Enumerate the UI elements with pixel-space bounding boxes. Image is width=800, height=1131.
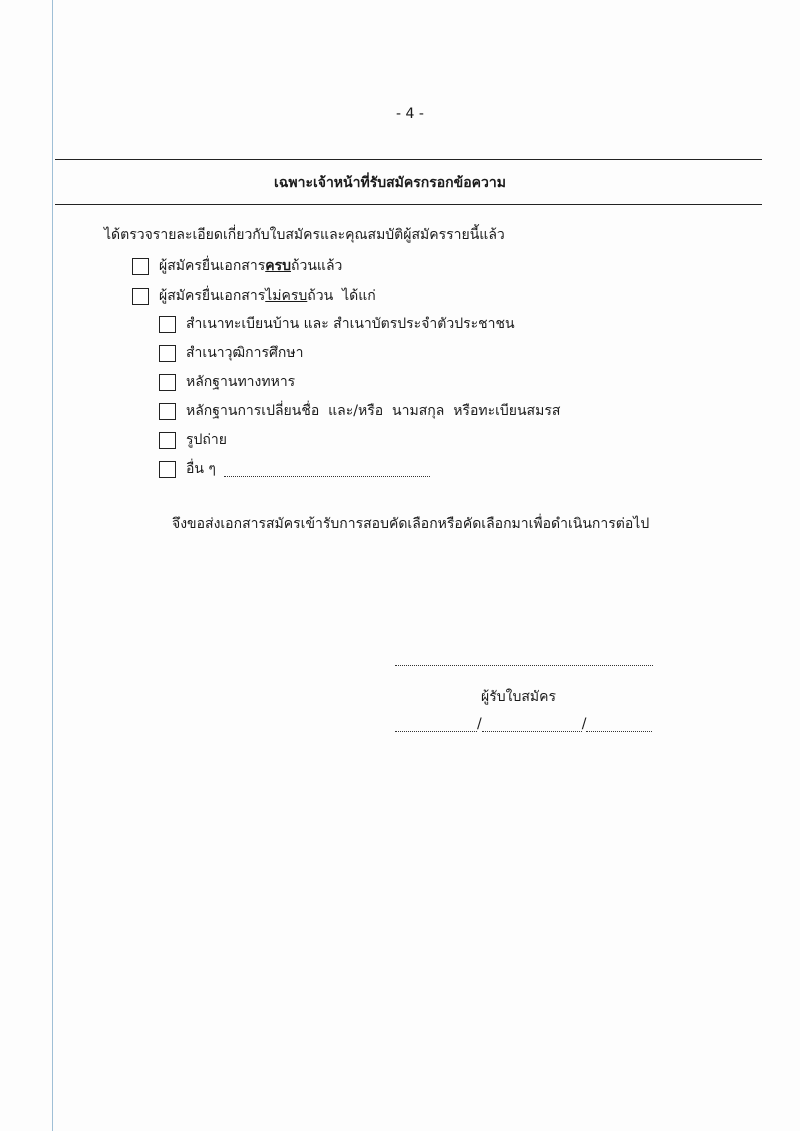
checkbox-doc[interactable] [159, 345, 176, 362]
doc-label: หลักฐานทางทหาร [186, 374, 296, 390]
doc-label: หลักฐานการเปลี่ยนชื่อ และ/หรือ นามสกุล หรือทะเบียนสมรส [186, 403, 561, 419]
option-complete-suffix: ถ้วนแล้ว [291, 258, 343, 274]
date-line[interactable] [395, 716, 652, 732]
checkbox-doc[interactable] [159, 403, 176, 420]
doc-label: สำเนาทะเบียนบ้าน และ สำเนาบัตรประจำตัวประชาชน [186, 316, 515, 332]
option-complete-emph: ครบ [265, 258, 292, 274]
margin-line [52, 0, 53, 1131]
intro-text: ได้ตรวจรายละเอียดเกี่ยวกับใบสมัครและคุณสมบัติผู้สมัครรายนี้แล้ว [104, 227, 505, 243]
date-day-field[interactable] [395, 719, 477, 732]
section-rule-bottom [55, 204, 762, 205]
doc-item[interactable] [159, 313, 515, 335]
date-year-field[interactable] [586, 719, 652, 732]
option-incomplete-emph: ไม่ครบ [265, 288, 308, 304]
checkbox-incomplete[interactable] [132, 288, 149, 305]
doc-label: สำเนาวุฒิการศึกษา [186, 345, 304, 361]
option-incomplete-suffix: ถ้วน ได้แก่ [307, 288, 376, 304]
section-title: เฉพาะเจ้าหน้าที่รับสมัครกรอกข้อความ [274, 175, 506, 191]
option-incomplete-prefix: ผู้สมัครยื่นเอกสาร [159, 288, 266, 304]
signature-caption: ผู้รับใบสมัคร [481, 689, 556, 705]
doc-item-other[interactable] [159, 458, 430, 480]
checkbox-doc[interactable] [159, 432, 176, 449]
option-complete-prefix: ผู้สมัครยื่นเอกสาร [159, 258, 266, 274]
date-separator: / [581, 716, 587, 732]
checkbox-doc[interactable] [159, 374, 176, 391]
date-separator: / [477, 716, 482, 732]
checkbox-doc[interactable] [159, 461, 176, 478]
doc-label: อื่น ๆ [186, 461, 216, 477]
doc-item[interactable] [159, 429, 227, 451]
doc-item[interactable] [159, 371, 295, 393]
option-incomplete[interactable] [132, 285, 376, 307]
closing-text: จึงขอส่งเอกสารสมัครเข้ารับการสอบคัดเลือกหรือคัดเลือกมาเพื่อดำเนินการต่อไป [172, 516, 650, 532]
page-number: - 4 - [396, 106, 424, 122]
section-rule-top [55, 159, 762, 160]
doc-label: รูปถ่าย [186, 432, 227, 448]
option-complete[interactable] [132, 255, 342, 277]
other-fill-line[interactable] [224, 462, 430, 477]
checkbox-doc[interactable] [159, 316, 176, 333]
doc-item[interactable] [159, 400, 560, 422]
checkbox-complete[interactable] [132, 258, 149, 275]
date-month-field[interactable] [482, 719, 582, 732]
signature-line[interactable] [395, 665, 653, 666]
doc-item[interactable] [159, 342, 303, 364]
